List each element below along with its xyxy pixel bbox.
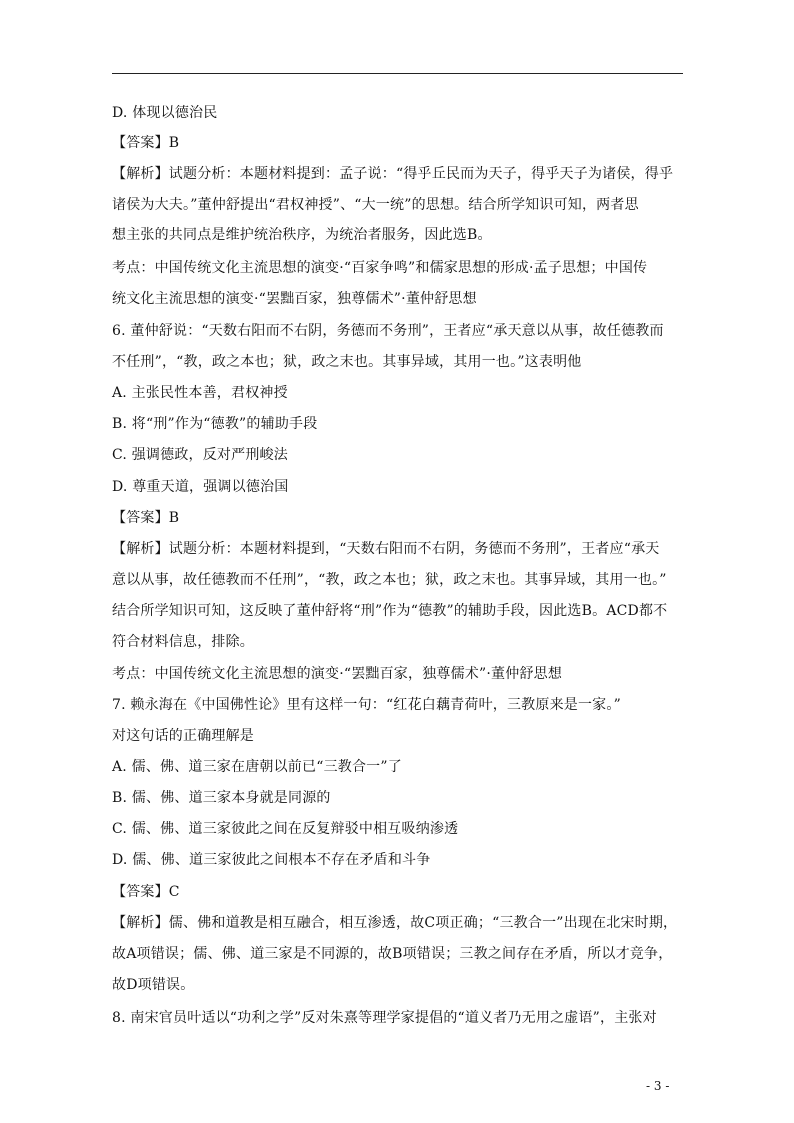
text-line: 【解析】试题分析：本题材料提到：孟子说：“得乎丘民而为天子，得乎天子为诸侯，得乎 [112,166,674,182]
option-b: B. 将“刑”作为“德教”的辅助手段 [112,416,318,432]
text-line: 符合材料信息，排除。 [112,634,254,650]
option-a: A. 主张民性本善，君权神授 [112,385,288,401]
text-line: 【解析】试题分析：本题材料提到，“天数右阳而不右阴，务德而不务刑”，王者应“承天 [112,541,660,557]
text-line: 结合所学知识可知，这反映了董仲舒将“刑”作为“德教”的辅助手段，因此选B。ACD都不 [112,603,668,619]
text-line: 想主张的共同点是维护统治秩序，为统治者服务，因此选B。 [112,227,492,243]
option-c: C. 儒、佛、道三家彼此之间在反复辩驳中相互吸纳渗透 [112,821,459,837]
option-d: D. 儒、佛、道三家彼此之间根本不存在矛盾和斗争 [112,852,431,868]
option-b: B. 儒、佛、道三家本身就是同源的 [112,790,331,806]
question-6-line: 6. 董仲舒说：“天数右阳而不右阴，务德而不务刑”，王者应“承天意以从事，故任德教而 [112,323,664,339]
text-line: 意以从事，故任德教而不任刑”，“教，政之本也；狱，政之末也。其事异域，其用一也。” [112,572,667,588]
text-line: 【答案】B [112,135,180,151]
question-7-line: 7. 赖永海在《中国佛性论》里有这样一句：“红花白藕青荷叶，三教原来是一家。” [112,697,621,713]
text-line: 故A项错误；儒、佛、道三家是不同源的，故B项错误；三教之间存在矛盾，所以才竞争， [112,946,673,962]
answer-label: 【答案】C [112,884,180,900]
text-line: 统文化主流思想的演变·“罢黜百家，独尊儒术”·董仲舒思想 [112,291,477,307]
option-c: C. 强调德政，反对严刑峻法 [112,447,288,463]
text-line: D. 体现以德治民 [112,105,218,121]
text-line: 【解析】儒、佛和道教是相互融合，相互渗透，故C项正确；“三教合一”出现在北宋时期， [112,915,678,931]
text-line: 对这句话的正确理解是 [112,728,254,744]
answer-label: 【答案】B [112,510,180,526]
page-number: - 3 - [646,1079,670,1093]
text-line: 不任刑”，“教，政之本也；狱，政之末也。其事异域，其用一也。”这表明他 [112,354,582,370]
text-line: 诸侯为大夫。”董仲舒提出“君权神授”、“大一统”的思想。结合所学知识可知，两者思 [112,197,639,213]
text-line: 故D项错误。 [112,977,195,993]
text-line: 考点：中国传统文化主流思想的演变·“百家争鸣”和儒家思想的形成·孟子思想；中国传 [112,260,648,276]
option-a: A. 儒、佛、道三家在唐朝以前已“三教合一”了 [112,759,402,775]
text-line: 考点：中国传统文化主流思想的演变·“罢黜百家，独尊儒术”·董仲舒思想 [112,666,563,682]
question-8-line: 8. 南宋官员叶适以“功利之学”反对朱熹等理学家提倡的“道义者乃无用之虚语”，主张对 [112,1010,657,1026]
option-d: D. 尊重天道，强调以德治国 [112,479,289,495]
header-rule [112,73,683,74]
